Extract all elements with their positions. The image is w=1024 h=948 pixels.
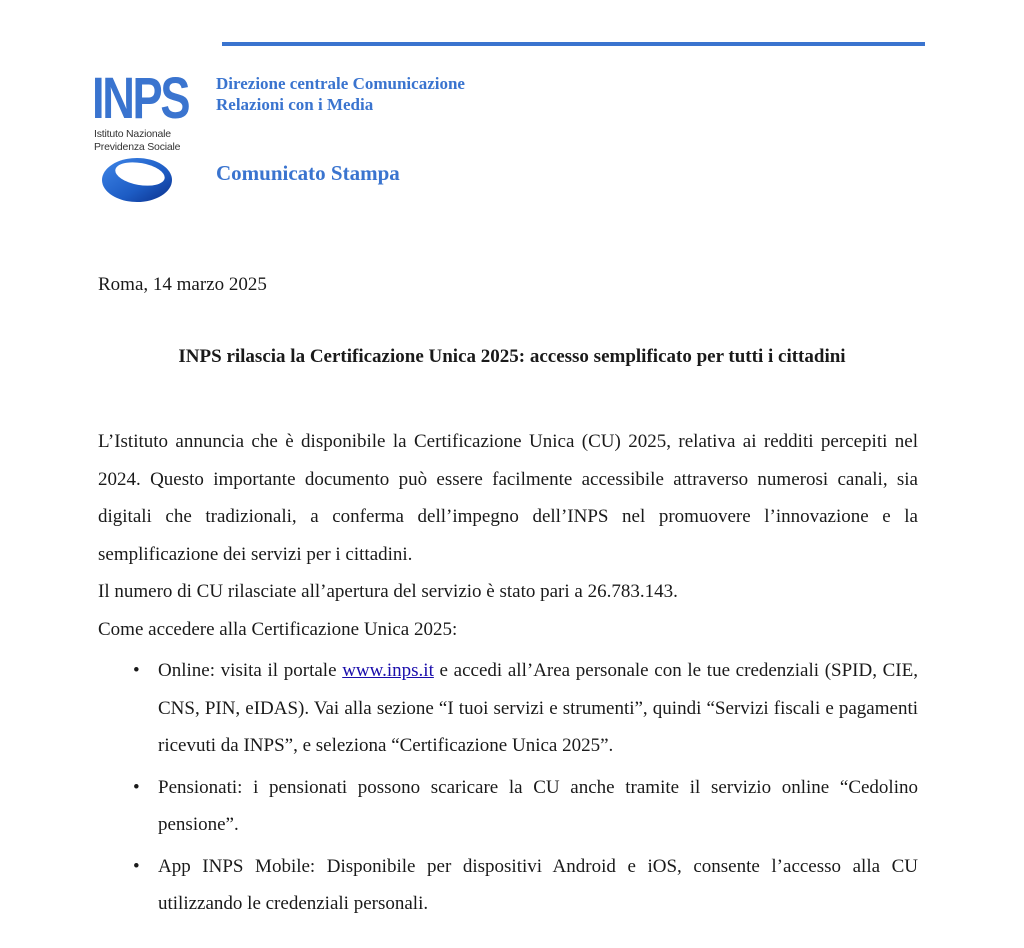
list-item-pensionati — [98, 769, 918, 844]
logo-ring-icon — [100, 156, 174, 204]
bullet-icon: • — [133, 855, 140, 877]
list-item-text: Pensionati: i pensionati possono scaricare la CU anche tramite il servizio online “Cedolino pensione”. — [158, 776, 918, 835]
bullet-icon: • — [133, 660, 140, 681]
logo-subtitle-line2: Previdenza Sociale — [94, 141, 181, 153]
bullet-icon: • — [133, 776, 140, 798]
department-line2: Relazioni con i Media — [216, 95, 374, 114]
department-heading — [216, 73, 465, 115]
inps-logo — [92, 66, 192, 210]
document-title: INPS rilascia la Certificazione Unica 2025: accesso semplificato per tutti i cittadini — [178, 346, 846, 367]
department-line1: Direzione centrale Comunicazione — [216, 74, 465, 93]
header-rule — [222, 42, 925, 46]
list-item-online — [98, 652, 918, 765]
intro-paragraph: L’Istituto annuncia che è disponibile la Certificazione Unica (CU) 2025, relativa ai redditi percepiti nel 2024. Questo importante documento può essere facilmente accessibile attraverso numerosi canali, sia digitali che tradizionali, a conferma dell’impegno dell’INPS nel promuovere l’innovazione e la semplificazione dei servizi per i cittadini. — [98, 431, 918, 565]
logo-wordmark: INPS — [92, 66, 189, 131]
how-to-heading: Come accedere alla Certificazione Unica 2025: — [98, 618, 458, 640]
document-body — [98, 423, 918, 923]
document-type: Comunicato Stampa — [216, 161, 400, 185]
document-date: Roma, 14 marzo 2025 — [98, 274, 267, 295]
list-item-app — [98, 848, 918, 923]
count-paragraph: Il numero di CU rilasciate all’apertura del servizio è stato pari a 26.783.143. — [98, 581, 678, 602]
list-item-text: Online: visita il portale — [158, 660, 343, 681]
inps-website-link[interactable]: www.inps.it — [342, 660, 434, 681]
access-list — [98, 652, 918, 923]
logo-subtitle-line1: Istituto Nazionale — [94, 128, 171, 140]
list-item-text: App INPS Mobile: Disponibile per dispositivi Android e iOS, consente l’accesso alla CU utilizzando le credenziali personali. — [158, 855, 918, 914]
list-item-text: e accedi all’Area personale con le tue credenziali (SPID, CIE, CNS, PIN, eIDAS). Vai alla sezione “I tuoi servizi e strumenti”, quindi “Servizi fiscali e pagamenti ricevuti da INPS”, e seleziona “Certificazione Unica 2025”. — [158, 660, 918, 756]
